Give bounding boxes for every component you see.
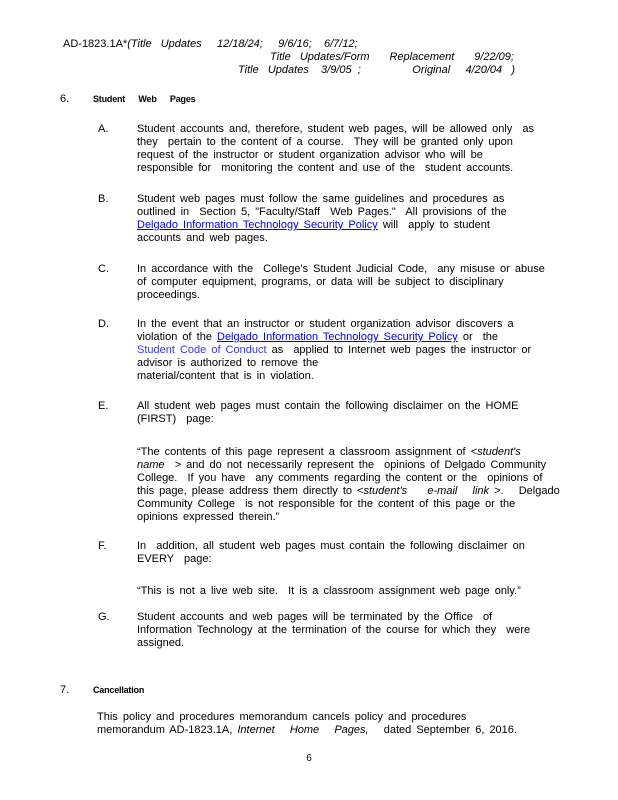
- page-number: 6: [306, 753, 312, 764]
- item-a-line-2: they pertain to the content of a course. They will be granted only upon: [137, 136, 513, 148]
- item-g-line-3: assigned.: [137, 637, 185, 649]
- item-e-text: [137, 400, 588, 524]
- revision-line-2: [270, 51, 514, 64]
- item-f-letter: F.: [98, 540, 107, 552]
- item-g-line-2: Information Technology at the termination of the course for which they were: [137, 624, 531, 636]
- item-d-line-2-pre: violation of the: [137, 331, 217, 343]
- item-d-letter: D.: [98, 318, 109, 330]
- item-e-disclaimer-quote: [137, 446, 588, 524]
- item-c-letter: C.: [98, 263, 109, 275]
- item-d-line-2: [137, 331, 588, 344]
- document-body: [0, 93, 618, 765]
- item-g-letter: G.: [98, 611, 110, 623]
- item-e-quote-line-4: [137, 485, 588, 498]
- item-e-quote-line-3: College. If you have any comments regarding the content or the opinions of: [137, 472, 543, 484]
- item-f-disclaimer-quote: “This is not a live web site. It is a classroom assignment web page only.”: [137, 585, 521, 597]
- item-d-line-4: advisor is authorized to remove the: [137, 357, 319, 369]
- item-c-line-2: of computer equipment, programs, or data will be subject to disciplinary: [137, 276, 504, 288]
- cancellation-line-1: This policy and procedures memorandum cancels policy and procedures: [97, 711, 467, 723]
- section-6-heading: [60, 93, 618, 106]
- item-g-text: [137, 611, 588, 650]
- student-email-placeholder: <student's e-mail link >: [357, 485, 501, 497]
- revision-header: [0, 38, 618, 78]
- item-b-line-1: Student web pages must follow the same guidelines and procedures as: [137, 193, 505, 205]
- item-c: [98, 263, 588, 302]
- item-d-line-1: In the event that an instructor or student organization advisor discovers a: [137, 318, 514, 330]
- revision-updates-2a: Title Updates/Form: [270, 51, 370, 63]
- item-e-q1-pre: “The contents of this page represent a classroom assignment of: [137, 446, 471, 458]
- item-a-letter: A.: [98, 123, 109, 135]
- section-7-number: 7.: [60, 684, 70, 696]
- item-a-line-4: responsible for monitoring the content and use of the student accounts.: [137, 162, 514, 174]
- section-6-title: Student Web Pages: [93, 94, 196, 104]
- revision-updates-3-left: Title Updates 3/9/05 ;: [238, 64, 361, 76]
- item-e-letter: E.: [98, 400, 109, 412]
- item-b-letter: B.: [98, 193, 109, 205]
- item-b-text: [137, 193, 588, 245]
- item-a-text: [137, 123, 588, 175]
- student-name-placeholder-2: name >: [137, 459, 182, 471]
- revision-line-3: [238, 64, 515, 77]
- item-e-q4-post: . Delgado: [500, 485, 560, 497]
- item-g-line-1: Student accounts and web pages will be terminated by the Office of: [137, 611, 493, 623]
- item-e-quote-line-5: Community College is not responsible for the content of this page or the: [137, 498, 516, 510]
- item-b-line-4: accounts and web pages.: [137, 232, 268, 244]
- item-e-quote-line-6: opinions expressed therein.”: [137, 511, 280, 523]
- item-f: [98, 540, 588, 598]
- item-c-line-1: In accordance with the College's Student Judicial Code, any misuse or abuse: [137, 263, 545, 275]
- revision-updates-2c: 9/22/09;: [474, 51, 514, 63]
- revision-line-1: [63, 38, 358, 51]
- cancellation-paragraph: [97, 711, 618, 737]
- student-code-of-conduct-link[interactable]: Student Code of Conduct: [137, 344, 267, 356]
- item-e-intro-line-1: All student web pages must contain the following disclaimer on the HOME: [137, 400, 519, 412]
- item-a-line-1: Student accounts and, therefore, student web pages, will be allowed only as: [137, 123, 535, 135]
- item-a-line-3: request of the instructor or student organization advisor who will be: [137, 149, 483, 161]
- item-e-quote-line-1: [137, 446, 588, 459]
- item-d: [98, 318, 588, 383]
- revision-updates-1: (Title Updates 12/18/24; 9/6/16; 6/7/12;: [127, 38, 358, 50]
- item-b-line-3: [137, 219, 588, 232]
- item-e: [98, 400, 588, 524]
- item-b-line-2: outlined in Section 5, "Faculty/Staff Web Pages." All provisions of the: [137, 206, 507, 218]
- section-7-heading: [60, 684, 618, 697]
- item-c-line-3: proceedings.: [137, 289, 200, 301]
- item-f-text: [137, 540, 588, 598]
- item-d-line-5: material/content that is in violation.: [137, 370, 314, 382]
- revision-updates-2b: Replacement: [389, 51, 455, 63]
- cancellation-line-2-post: dated September 6, 2016.: [368, 724, 517, 736]
- item-f-intro-line-1: In addition, all student web pages must contain the following disclaimer on: [137, 540, 525, 552]
- item-f-intro-line-2: EVERY page:: [137, 553, 212, 565]
- item-d-line-3-post: as applied to Internet web pages the instructor or: [266, 344, 532, 356]
- cancellation-line-2: [97, 724, 618, 737]
- item-e-q4-pre: this page, please address them directly to: [137, 485, 358, 497]
- item-a: [98, 123, 588, 175]
- memo-number: AD-1823.1A*: [63, 38, 128, 50]
- security-policy-link[interactable]: Delgado Information Technology Security Policy: [137, 219, 378, 231]
- item-e-quote-line-2: [137, 459, 588, 472]
- item-g: [98, 611, 588, 650]
- student-name-placeholder-1: <student's: [470, 446, 521, 458]
- item-d-line-3: [137, 344, 588, 357]
- section-7-title: Cancellation: [93, 685, 145, 695]
- item-c-text: [137, 263, 588, 302]
- cancelled-memo-title: Internet Home Pages,: [237, 724, 369, 736]
- cancellation-line-2-pre: memorandum AD-1823.1A,: [97, 724, 238, 736]
- item-d-text: [137, 318, 588, 383]
- section-6-number: 6.: [60, 93, 70, 105]
- item-b-line-3-rest: will apply to student: [377, 219, 490, 231]
- item-e-intro-line-2: (FIRST) page:: [137, 413, 214, 425]
- item-d-line-2-post: or the: [457, 331, 499, 343]
- item-b: [98, 193, 588, 245]
- revision-updates-3-right: Original 4/20/04 ): [412, 64, 515, 76]
- security-policy-link-2[interactable]: Delgado Information Technology Security Policy: [217, 331, 458, 343]
- item-e-q2-rest: and do not necessarily represent the opinions of Delgado Community: [181, 459, 547, 471]
